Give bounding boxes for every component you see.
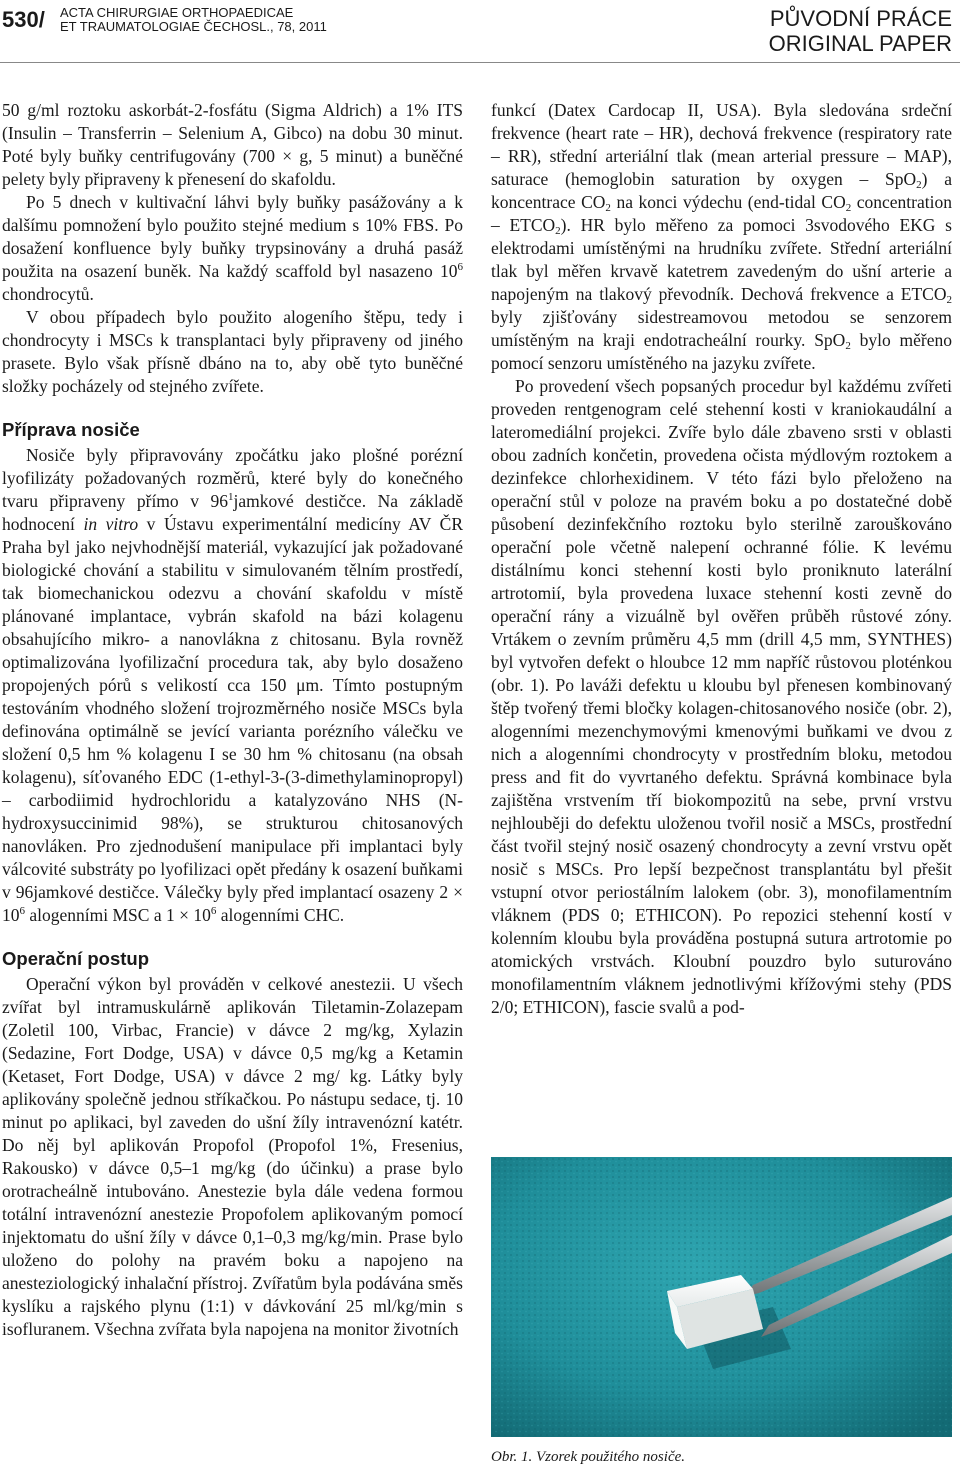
- left-column: [2, 99, 463, 1341]
- journal-name-line2: ET TRAUMATOLOGIAE ČECHOSL., 78, 2011: [60, 19, 327, 34]
- paragraph-cell-culture: 50 g/ml roztoku askorbát-2-fosfátu (Sigma Aldrich) a 1% ITS (Insulin – Transferrin – Selenium A, Gibco) na dobu 30 minut. Poté byly buňky centrifugovány (700 × g, 5 minut) a buněčné pelety byly připraveny k přenesení do skafoldu.: [2, 100, 463, 189]
- paragraph-allogeneic-graft: V obou případech bylo použito alogeního štěpu, tedy i chondrocyty i MSCs k transplantaci byly připraveny od jiného prasete. Bylo však přísně dbáno na to, aby obě tyto buněčné složky pocházely od stejného zvířete.: [2, 307, 463, 396]
- journal-name: [60, 6, 327, 34]
- article-type: [769, 6, 952, 56]
- journal-name-line1: ACTA CHIRURGIAE ORTHOPAEDICAE: [60, 5, 294, 20]
- figure-scaffold-photo: [491, 1157, 952, 1437]
- paragraph-anesthesia: Operační výkon byl prováděn v celkové anestezii. U všech zvířat byl intramuskulárně aplikován Tiletamin-Zolazepam (Zoletil 100, Virbac, Francie) v dávce 2 mg/kg, Xylazin (Sedazine, Fort Dodge, USA) v dávce 0,5 mg/kg a Ketamin (Ketaset, Fort Dodge, USA) v dávce 2 mg/ kg. Látky byly aplikovány společně jednou stříkačkou. Po nástupu sedace, tj. 10 minut po aplikaci, byl zaveden do ušní žíly intravenózní katétr. Do něj byl aplikován Propofol (Propofol 1%, Fresenius, Rakousko) v dávce 0,5–1 mg/kg (do účinku) a prase bylo orotracheálně intubováno. Anestezie byla dále vedena formou totální intravenózní anestezie Propofolem aplikovaným pomocí injektomatu do ušní žíly v dávce 0,1–0,3 mg/kg/min. Prase bylo uloženo do polohy na pravém boku a napojeno na anesteziologický inhalační přístroj. Zvířatům byla podávána směs kyslíku a rajského plynu (1:1) v dávkování 25 ml/kg/min s isofluranem. Všechna zvířata byla napojena na monitor životních: [2, 974, 463, 1339]
- figure-caption: Obr. 1. Vzorek použitého nosiče.: [491, 1449, 686, 1465]
- paragraph-surgery: Po provedení všech popsaných procedur byl každému zvířeti proveden rentgenogram celé stehenní kosti v kraniokaudální a lateromediální projekci. Zvíře bylo dále zbaveno srsti v oblasti obou zadních končetin, provedena očista mýdlovým roztokem a dezinfekce chlorhexidinem. V této fázi bylo přeloženo na operační stůl v poloze na pravém boku a po dostatečné době působení dezinfekčního roztoku bylo sterilně zarouškováno operační pole včetně nalepení ochranné fólie. K levému distálnímu konci stehenní kosti bylo proniknuto laterální artrotomií, byla provedena luxace stehenní kosti zevně do operační rány a vizuálně byl ověřen průběh růstové zóny. Vrtákem o zevním průměru 4,5 mm (drill 4,5 mm, SYNTHES) byl vytvořen defekt o hloubce 12 mm napříč růstovou ploténkou (obr. 1). Po laváži defektu u kloubu byl přenesen kombinovaný štěp tvořený třemi bločky kolagen-chitosanového nosiče (obr. 2), alogenními mezenchymovými kmenovými buňkami ve dvou z nich a alogenními chondrocyty v prostředním bloku, metodou press and fit do vyvrtaného defektu. Správná kombinace byla zajištěna vrstvením tří biokompozitů na sebe, první vrstvu nejhlouběji do defektu uloženou tvořil nosič a MSCs, prostřední část tvořil stejný nosič osazený chondrocyty a zevní vrstvu opět nosič s MSCs. Pro lepší bezpečnost transplantátu byl přešit vstupní otvor periostálním lalokem (obr. 3), monofilamentním vláknem (PDS 0; ETHICON). Po repozici stehenní kostí v kolenním kloubu byla prováděna postupná sutura artrotomie po atomických vrstvách. Kloubní pouzdro bylo suturováno monofilamentním vláknem jednotlivými křížovými stehy (PDS 2/0; ETHICON), fascie svalů a pod-: [491, 376, 952, 1017]
- right-column: [491, 99, 952, 1019]
- page-number: 530/: [2, 7, 45, 32]
- scaffold-photo: [491, 1157, 952, 1437]
- article-type-en: ORIGINAL PAPER: [768, 31, 952, 56]
- article-type-cz: PŮVODNÍ PRÁCE: [769, 6, 952, 31]
- paragraph-scaffold-preparation: Nosiče byly připravovány zpočátku jako plošné porézní lyofilizáty požadovaných rozměrů, které byly do konečného tvaru připraveny přímo v $96^1jamkové$ destičce. Na základě hodnocení in vitro v Ústavu experimentální medicíny AV ČR Praha byl jako nejvhodnější materiál, vykazující jak požadované biologické chování a stabilitu v simulovaném tělním prostředí, tak biomechanickou odezvu a chování skafoldu v místě plánované implantace, vybrán skafold na bázi kolagenu obsahujícího mikro- a nanovlákna z chitosanu. Byla rovněž optimalizována lyofilizační procedura tak, aby bylo dosaženo propojených pórů s velikostí cca 150 μm. Tímto postupným testováním vhodného složení trojrozměrného nosiče MSCs byla definována optimálně se jevící varianta porézního válečku ve složení 0,5 hm % kolagenu I se 30 hm % chitosanu (na obsah kolagenu), síťovaného EDC (1-ethyl-3-(3-dimethylaminopropyl) – carbodiimid hydrochloridu a katalyzováno NHS (N-hydroxysuccinimid 98%), se strukturou chitosanových nanovláken. Pro zjednodušení manipulace při implantaci byly válcovité substráty po lyofilizaci opět předány k osazení buňkami v 96jamkové destičce. Válečky byly před implantací osazeny $2 \times 10^6$ alogenními MSC a $1 \times 10^6$ alogenními CHC.: [2, 445, 464, 925]
- header-divider: [0, 62, 960, 63]
- section-heading-scaffold-preparation: Příprava nosiče: [2, 419, 140, 440]
- section-heading-surgical-procedure: Operační postup: [2, 948, 149, 969]
- paragraph-passaging: Po 5 dnech v kultivační láhvi byly buňky pasážovány a k dalšímu pomnožení bylo použito stejné medium s 10% FBS. Po dosažení konfluence byly buňky trypsinovány a druhá pasáž použita na osazení buněk. Na každý scaffold byl nasazeno $10^6$ chondrocytů.: [2, 192, 463, 304]
- paragraph-monitoring: funkcí (Datex Cardocap II, USA). Byla sledována srdeční frekvence (heart rate – HR), dechová frekvence (respiratory rate – RR), střední arteriální tlak (mean arterial pressure – MAP), saturace (hemoglobin saturation by oxygen – SpO$_2$) a koncentrace $CO_2$ na konci výdechu (end-tidal $CO_2$ concentration – $ETCO_2$). HR bylo měřeno za pomoci 3svodového EKG s elektrodami umístěnými na hrudníku zvířete. Střední arteriální tlak byl měřen krvavě katetrem zavedeným do ušní arterie a napojeným na tlakový převodník. Dechová frekvence a $ETCO_2$ byly zjišťovány sidestreamovou metodou se senzorem umístěným na kraji endotracheální rourky. SpO$_2$ bylo měřeno pomocí senzoru umístěného na jazyku zvířete.: [491, 100, 952, 373]
- page-header: [0, 0, 960, 70]
